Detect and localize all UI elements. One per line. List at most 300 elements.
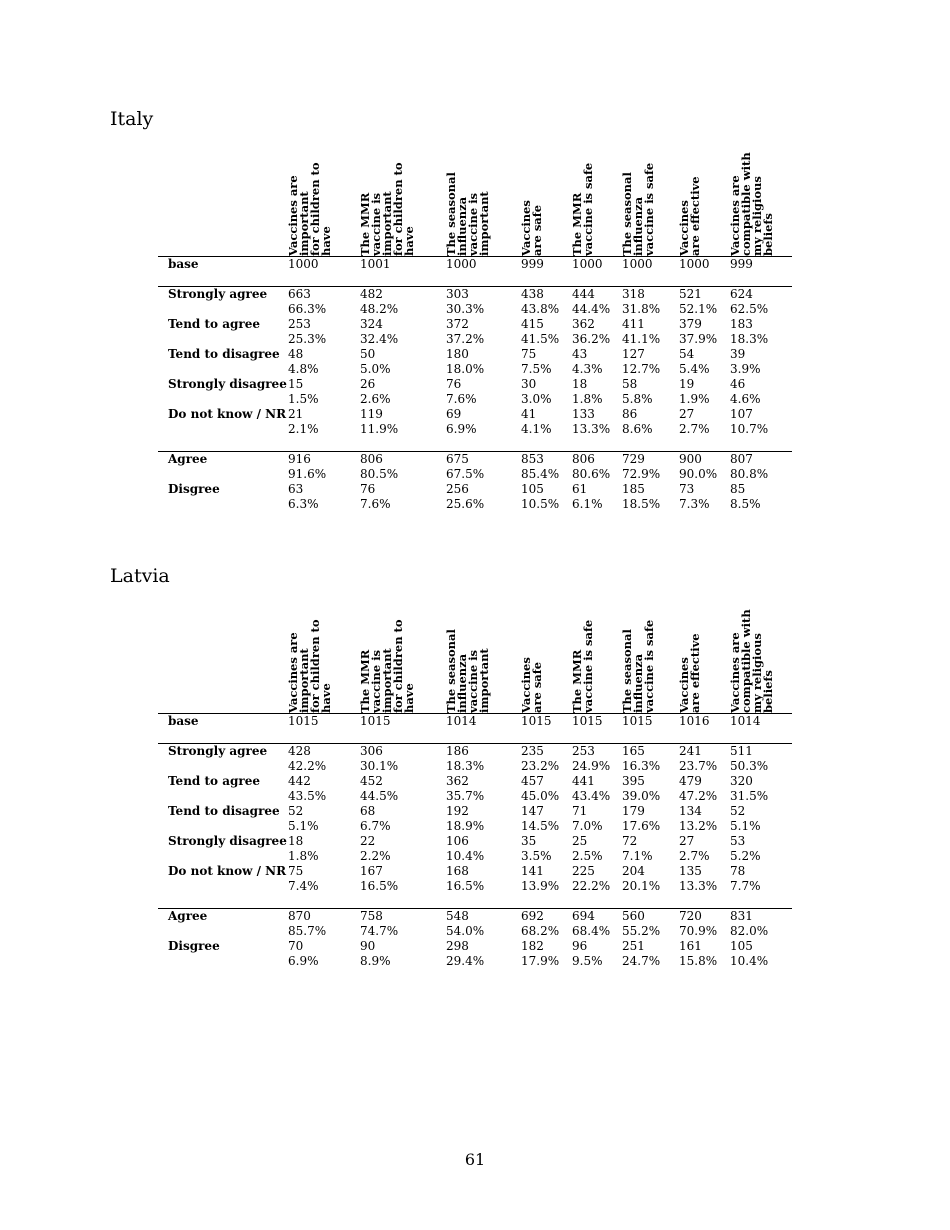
column-header xyxy=(288,148,360,256)
table-cell: 44.5% xyxy=(360,789,399,803)
table-cell: 90.0% xyxy=(679,467,718,481)
table-cell: 45.0% xyxy=(521,789,560,803)
table-cell: 165 xyxy=(622,744,645,758)
response-percent-row xyxy=(158,302,792,317)
table-cell: 52 xyxy=(730,804,746,818)
table-cell: 225 xyxy=(572,864,595,878)
table-cell: 19 xyxy=(679,377,695,391)
table-cell: 75 xyxy=(288,864,304,878)
row-label: Do not know / NR xyxy=(168,864,287,878)
table-cell: 127 xyxy=(622,347,645,361)
table-cell: 23.7% xyxy=(679,759,718,773)
table-cell: 18.9% xyxy=(446,819,485,833)
summary-percent-row xyxy=(158,497,792,512)
response-count-row xyxy=(158,774,792,789)
table-cell: 482 xyxy=(360,287,383,301)
table-cell: 1000 xyxy=(288,257,319,271)
response-percent-row xyxy=(158,849,792,864)
table-cell: 6.9% xyxy=(446,422,477,436)
table-cell: 27 xyxy=(679,834,695,848)
table-cell: 37.2% xyxy=(446,332,485,346)
table-cell: 179 xyxy=(622,804,645,818)
table-cell: 85.7% xyxy=(288,924,327,938)
table-cell: 624 xyxy=(730,287,753,301)
column-headers xyxy=(158,148,792,256)
table-cell: 25.3% xyxy=(288,332,327,346)
table-cell: 53 xyxy=(730,834,746,848)
table-cell: 41 xyxy=(521,407,537,421)
table-cell: 758 xyxy=(360,909,383,923)
table-cell: 119 xyxy=(360,407,383,421)
table-cell: 85 xyxy=(730,482,746,496)
table-cell: 6.1% xyxy=(572,497,603,511)
table-cell: 18 xyxy=(288,834,304,848)
base-row xyxy=(158,714,792,729)
table-cell: 30 xyxy=(521,377,537,391)
table-cell: 444 xyxy=(572,287,595,301)
response-percent-row xyxy=(158,879,792,894)
table-cell: 105 xyxy=(730,939,753,953)
table-cell: 141 xyxy=(521,864,544,878)
row-label: Strongly disagree xyxy=(168,377,287,391)
table-cell: 168 xyxy=(446,864,469,878)
table-cell: 183 xyxy=(730,317,753,331)
response-percent-row xyxy=(158,422,792,437)
table-cell: 25 xyxy=(572,834,588,848)
table-cell: 1001 xyxy=(360,257,391,271)
page-number: 61 xyxy=(464,1150,486,1169)
table-cell: 7.4% xyxy=(288,879,319,893)
table-cell: 85.4% xyxy=(521,467,560,481)
table-cell: 13.9% xyxy=(521,879,560,893)
table-cell: 69 xyxy=(446,407,462,421)
table-cell: 133 xyxy=(572,407,595,421)
table-cell: 68.2% xyxy=(521,924,560,938)
table-gap xyxy=(158,894,792,908)
data-table xyxy=(158,605,792,969)
table-cell: 82.0% xyxy=(730,924,769,938)
table-cell: 180 xyxy=(446,347,469,361)
table-cell: 18.3% xyxy=(446,759,485,773)
table-cell: 80.6% xyxy=(572,467,611,481)
table-cell: 16.5% xyxy=(360,879,399,893)
table-cell: 411 xyxy=(622,317,645,331)
table-cell: 694 xyxy=(572,909,595,923)
row-label: Disgree xyxy=(168,482,220,496)
table-cell: 18 xyxy=(572,377,588,391)
table-cell: 2.5% xyxy=(572,849,603,863)
table-cell: 2.1% xyxy=(288,422,319,436)
table-cell: 692 xyxy=(521,909,544,923)
table-cell: 68.4% xyxy=(572,924,611,938)
table-cell: 806 xyxy=(572,452,595,466)
table-cell: 18.0% xyxy=(446,362,485,376)
row-label: Agree xyxy=(168,909,208,923)
row-label: Tend to disagree xyxy=(168,347,280,361)
row-label: base xyxy=(168,714,199,728)
table-cell: 134 xyxy=(679,804,702,818)
table-cell: 31.5% xyxy=(730,789,769,803)
column-header-label: The MMR vaccine is safe xyxy=(570,162,595,256)
table-cell: 43.8% xyxy=(521,302,560,316)
table-cell: 48 xyxy=(288,347,304,361)
table-cell: 441 xyxy=(572,774,595,788)
table-cell: 1000 xyxy=(679,257,710,271)
table-cell: 15 xyxy=(288,377,304,391)
column-header-label: The seasonal influenza vaccine is safe xyxy=(620,619,656,713)
column-header-label: Vaccines are safe xyxy=(519,657,544,713)
table-cell: 24.9% xyxy=(572,759,611,773)
summary-percent-row xyxy=(158,467,792,482)
data-table xyxy=(158,148,792,512)
table-cell: 80.8% xyxy=(730,467,769,481)
table-cell: 720 xyxy=(679,909,702,923)
table-cell: 2.7% xyxy=(679,422,710,436)
table-cell: 43.4% xyxy=(572,789,611,803)
column-header xyxy=(446,605,518,713)
table-cell: 17.6% xyxy=(622,819,661,833)
table-cell: 5.0% xyxy=(360,362,391,376)
table-cell: 5.2% xyxy=(730,849,761,863)
table-cell: 186 xyxy=(446,744,469,758)
table-cell: 1014 xyxy=(730,714,761,728)
table-cell: 16.5% xyxy=(446,879,485,893)
table-cell: 54 xyxy=(679,347,695,361)
table-cell: 1.8% xyxy=(572,392,603,406)
table-cell: 44.4% xyxy=(572,302,611,316)
column-header-label: Vaccines are important for children to have xyxy=(286,162,333,256)
table-cell: 41.5% xyxy=(521,332,560,346)
table-cell: 306 xyxy=(360,744,383,758)
column-header-label: Vaccines are compatible with my religious beliefs xyxy=(728,152,775,256)
table-cell: 372 xyxy=(446,317,469,331)
table-cell: 18.5% xyxy=(622,497,661,511)
table-cell: 204 xyxy=(622,864,645,878)
table-cell: 251 xyxy=(622,939,645,953)
table-cell: 298 xyxy=(446,939,469,953)
table-cell: 24.7% xyxy=(622,954,661,968)
table-cell: 10.4% xyxy=(446,849,485,863)
response-count-row xyxy=(158,287,792,302)
table-cell: 15.8% xyxy=(679,954,718,968)
row-label: Disgree xyxy=(168,939,220,953)
table-cell: 48.2% xyxy=(360,302,399,316)
table-cell: 30.3% xyxy=(446,302,485,316)
table-cell: 2.6% xyxy=(360,392,391,406)
table-cell: 35 xyxy=(521,834,537,848)
table-cell: 107 xyxy=(730,407,753,421)
response-count-row xyxy=(158,317,792,332)
table-cell: 1000 xyxy=(446,257,477,271)
table-cell: 7.7% xyxy=(730,879,761,893)
table-cell: 253 xyxy=(288,317,311,331)
table-cell: 50.3% xyxy=(730,759,769,773)
response-count-row xyxy=(158,804,792,819)
response-count-row xyxy=(158,744,792,759)
response-percent-row xyxy=(158,819,792,834)
table-cell: 5.4% xyxy=(679,362,710,376)
column-header-label: The MMR vaccine is important for children to have xyxy=(358,619,416,713)
table-cell: 70.9% xyxy=(679,924,718,938)
table-cell: 548 xyxy=(446,909,469,923)
table-cell: 675 xyxy=(446,452,469,466)
column-header xyxy=(360,605,432,713)
table-cell: 192 xyxy=(446,804,469,818)
table-cell: 1015 xyxy=(622,714,653,728)
table-cell: 999 xyxy=(521,257,544,271)
response-percent-row xyxy=(158,759,792,774)
table-cell: 7.6% xyxy=(360,497,391,511)
table-cell: 52 xyxy=(288,804,304,818)
column-headers xyxy=(158,605,792,713)
row-label: base xyxy=(168,257,199,271)
table-cell: 900 xyxy=(679,452,702,466)
table-cell: 16.3% xyxy=(622,759,661,773)
column-header-label: The MMR vaccine is safe xyxy=(570,619,595,713)
summary-count-row xyxy=(158,909,792,924)
table-cell: 241 xyxy=(679,744,702,758)
table-cell: 21 xyxy=(288,407,304,421)
table-cell: 66.3% xyxy=(288,302,327,316)
table-cell: 999 xyxy=(730,257,753,271)
summary-count-row xyxy=(158,939,792,954)
table-cell: 362 xyxy=(572,317,595,331)
table-cell: 1.5% xyxy=(288,392,319,406)
table-cell: 185 xyxy=(622,482,645,496)
table-cell: 73 xyxy=(679,482,695,496)
response-percent-row xyxy=(158,789,792,804)
table-cell: 50 xyxy=(360,347,376,361)
table-cell: 30.1% xyxy=(360,759,399,773)
table-cell: 806 xyxy=(360,452,383,466)
table-cell: 415 xyxy=(521,317,544,331)
table-cell: 457 xyxy=(521,774,544,788)
table-cell: 5.1% xyxy=(730,819,761,833)
table-cell: 10.7% xyxy=(730,422,769,436)
table-cell: 5.8% xyxy=(622,392,653,406)
summary-percent-row xyxy=(158,954,792,969)
table-cell: 831 xyxy=(730,909,753,923)
table-cell: 7.6% xyxy=(446,392,477,406)
table-cell: 3.9% xyxy=(730,362,761,376)
table-cell: 58 xyxy=(622,377,638,391)
column-header-label: The seasonal influenza vaccine is important xyxy=(444,629,491,713)
row-label: Tend to agree xyxy=(168,317,260,331)
table-cell: 161 xyxy=(679,939,702,953)
table-gap xyxy=(158,437,792,451)
table-cell: 46 xyxy=(730,377,746,391)
table-cell: 14.5% xyxy=(521,819,560,833)
table-cell: 29.4% xyxy=(446,954,485,968)
table-cell: 72.9% xyxy=(622,467,661,481)
table-cell: 438 xyxy=(521,287,544,301)
summary-count-row xyxy=(158,482,792,497)
table-cell: 36.2% xyxy=(572,332,611,346)
column-header-label: The MMR vaccine is important for children to have xyxy=(358,162,416,256)
row-label: Strongly agree xyxy=(168,744,268,758)
table-cell: 253 xyxy=(572,744,595,758)
table-cell: 61 xyxy=(572,482,588,496)
table-cell: 39 xyxy=(730,347,746,361)
table-cell: 76 xyxy=(446,377,462,391)
table-cell: 521 xyxy=(679,287,702,301)
response-percent-row xyxy=(158,392,792,407)
table-cell: 1000 xyxy=(572,257,603,271)
table-cell: 106 xyxy=(446,834,469,848)
table-cell: 7.5% xyxy=(521,362,552,376)
column-header-label: Vaccines are effective xyxy=(677,633,702,713)
column-header xyxy=(288,605,360,713)
table-cell: 452 xyxy=(360,774,383,788)
summary-count-row xyxy=(158,452,792,467)
table-cell: 22.2% xyxy=(572,879,611,893)
response-percent-row xyxy=(158,362,792,377)
table-cell: 11.9% xyxy=(360,422,399,436)
table-cell: 3.5% xyxy=(521,849,552,863)
country-title: Latvia xyxy=(110,565,170,587)
table-cell: 22 xyxy=(360,834,376,848)
table-cell: 68 xyxy=(360,804,376,818)
response-percent-row xyxy=(158,332,792,347)
table-cell: 7.1% xyxy=(622,849,653,863)
table-cell: 67.5% xyxy=(446,467,485,481)
table-cell: 54.0% xyxy=(446,924,485,938)
table-cell: 17.9% xyxy=(521,954,560,968)
table-cell: 1014 xyxy=(446,714,477,728)
table-cell: 39.0% xyxy=(622,789,661,803)
table-cell: 90 xyxy=(360,939,376,953)
response-count-row xyxy=(158,407,792,422)
table-cell: 13.3% xyxy=(679,879,718,893)
table-cell: 324 xyxy=(360,317,383,331)
table-cell: 12.7% xyxy=(622,362,661,376)
column-header-label: The seasonal influenza vaccine is important xyxy=(444,172,491,256)
table-cell: 8.6% xyxy=(622,422,653,436)
table-cell: 1015 xyxy=(360,714,391,728)
column-header-label: The seasonal influenza vaccine is safe xyxy=(620,162,656,256)
row-label: Do not know / NR xyxy=(168,407,287,421)
table-cell: 428 xyxy=(288,744,311,758)
table-cell: 55.2% xyxy=(622,924,661,938)
table-cell: 31.8% xyxy=(622,302,661,316)
row-label: Agree xyxy=(168,452,208,466)
table-cell: 182 xyxy=(521,939,544,953)
column-header-label: Vaccines are safe xyxy=(519,200,544,256)
table-cell: 37.9% xyxy=(679,332,718,346)
table-cell: 362 xyxy=(446,774,469,788)
table-cell: 41.1% xyxy=(622,332,661,346)
table-cell: 71 xyxy=(572,804,588,818)
table-cell: 63 xyxy=(288,482,304,496)
table-cell: 26 xyxy=(360,377,376,391)
column-header-label: Vaccines are compatible with my religious beliefs xyxy=(728,609,775,713)
table-cell: 23.2% xyxy=(521,759,560,773)
table-cell: 47.2% xyxy=(679,789,718,803)
table-cell: 320 xyxy=(730,774,753,788)
column-header xyxy=(360,148,432,256)
table-cell: 870 xyxy=(288,909,311,923)
table-gap xyxy=(158,729,792,743)
table-cell: 4.3% xyxy=(572,362,603,376)
response-count-row xyxy=(158,864,792,879)
table-cell: 75 xyxy=(521,347,537,361)
table-cell: 379 xyxy=(679,317,702,331)
table-cell: 105 xyxy=(521,482,544,496)
table-cell: 442 xyxy=(288,774,311,788)
table-cell: 1.8% xyxy=(288,849,319,863)
table-cell: 10.4% xyxy=(730,954,769,968)
table-cell: 235 xyxy=(521,744,544,758)
country-title: Italy xyxy=(110,108,154,130)
table-cell: 5.1% xyxy=(288,819,319,833)
summary-percent-row xyxy=(158,924,792,939)
table-cell: 8.5% xyxy=(730,497,761,511)
table-cell: 13.2% xyxy=(679,819,718,833)
table-cell: 70 xyxy=(288,939,304,953)
table-cell: 18.3% xyxy=(730,332,769,346)
base-row xyxy=(158,257,792,272)
table-cell: 3.0% xyxy=(521,392,552,406)
table-cell: 511 xyxy=(730,744,753,758)
table-cell: 13.3% xyxy=(572,422,611,436)
table-cell: 96 xyxy=(572,939,588,953)
table-cell: 318 xyxy=(622,287,645,301)
table-cell: 1016 xyxy=(679,714,710,728)
table-cell: 147 xyxy=(521,804,544,818)
table-cell: 43.5% xyxy=(288,789,327,803)
table-cell: 7.0% xyxy=(572,819,603,833)
table-cell: 1015 xyxy=(288,714,319,728)
response-count-row xyxy=(158,834,792,849)
table-cell: 256 xyxy=(446,482,469,496)
table-cell: 4.6% xyxy=(730,392,761,406)
column-header xyxy=(730,148,802,256)
response-count-row xyxy=(158,377,792,392)
table-cell: 167 xyxy=(360,864,383,878)
column-header xyxy=(446,148,518,256)
table-cell: 135 xyxy=(679,864,702,878)
table-cell: 52.1% xyxy=(679,302,718,316)
table-cell: 43 xyxy=(572,347,588,361)
table-cell: 807 xyxy=(730,452,753,466)
table-cell: 9.5% xyxy=(572,954,603,968)
table-cell: 729 xyxy=(622,452,645,466)
table-cell: 560 xyxy=(622,909,645,923)
row-label: Strongly agree xyxy=(168,287,268,301)
table-cell: 25.6% xyxy=(446,497,485,511)
table-cell: 6.3% xyxy=(288,497,319,511)
table-cell: 7.3% xyxy=(679,497,710,511)
table-cell: 479 xyxy=(679,774,702,788)
table-cell: 32.4% xyxy=(360,332,399,346)
table-cell: 10.5% xyxy=(521,497,560,511)
table-cell: 916 xyxy=(288,452,311,466)
row-label: Strongly disagree xyxy=(168,834,287,848)
table-cell: 42.2% xyxy=(288,759,327,773)
table-cell: 1015 xyxy=(572,714,603,728)
table-cell: 91.6% xyxy=(288,467,327,481)
table-cell: 20.1% xyxy=(622,879,661,893)
row-label: Tend to agree xyxy=(168,774,260,788)
table-cell: 86 xyxy=(622,407,638,421)
table-cell: 6.9% xyxy=(288,954,319,968)
table-cell: 78 xyxy=(730,864,746,878)
table-cell: 8.9% xyxy=(360,954,391,968)
table-cell: 80.5% xyxy=(360,467,399,481)
column-header xyxy=(730,605,802,713)
table-cell: 2.2% xyxy=(360,849,391,863)
table-cell: 74.7% xyxy=(360,924,399,938)
